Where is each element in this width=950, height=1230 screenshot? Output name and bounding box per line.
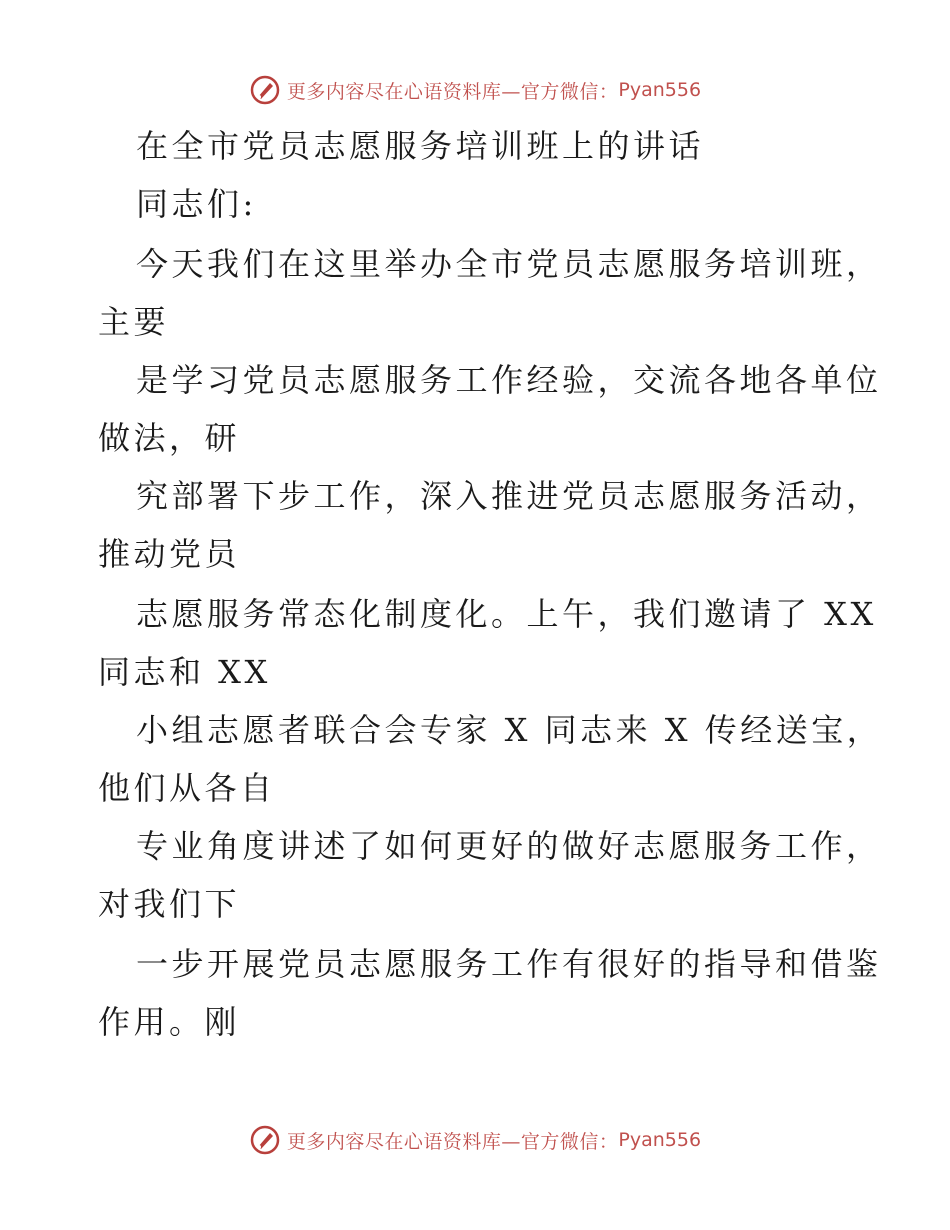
document-title: 在全市党员志愿服务培训班上的讲话 [136, 127, 705, 165]
paragraph-line: 作用。刚 [98, 1003, 241, 1041]
paragraph-line: 今天我们在这里举办全市党员志愿服务培训班， [136, 245, 882, 283]
pen-logo-icon [249, 74, 281, 106]
paragraph-line: 主要 [98, 303, 170, 341]
watermark-banner-top [0, 70, 950, 110]
salutation: 同志们: [136, 185, 257, 223]
paragraph-line: 做法，研 [98, 419, 241, 457]
paragraph-line: 他们从各自 [98, 769, 276, 807]
paragraph-line: 同志和 XX [98, 653, 271, 691]
watermark-wechat-id: Pyan556 [618, 1129, 702, 1151]
watermark-wechat-id: Pyan556 [618, 79, 702, 101]
watermark-banner-bottom [0, 1120, 950, 1160]
paragraph-line: 推动党员 [98, 535, 241, 573]
watermark-text: 更多内容尽在心语资料库—官方微信： [286, 1130, 619, 1153]
paragraph-line: 一步开展党员志愿服务工作有很好的指导和借鉴 [136, 945, 882, 983]
paragraph-line: 志愿服务常态化制度化。上午，我们邀请了 XX [136, 595, 877, 633]
pen-logo-icon [249, 1124, 281, 1156]
paragraph-line: 小组志愿者联合会专家 X 同志来 X 传经送宝， [136, 711, 883, 749]
watermark-text: 更多内容尽在心语资料库—官方微信： [286, 80, 619, 103]
paragraph-line: 是学习党员志愿服务工作经验，交流各地各单位 [136, 361, 882, 399]
paragraph-line: 专业角度讲述了如何更好的做好志愿服务工作， [136, 827, 882, 865]
paragraph-line: 究部署下步工作，深入推进党员志愿服务活动， [136, 477, 882, 515]
paragraph-line: 对我们下 [98, 885, 241, 923]
